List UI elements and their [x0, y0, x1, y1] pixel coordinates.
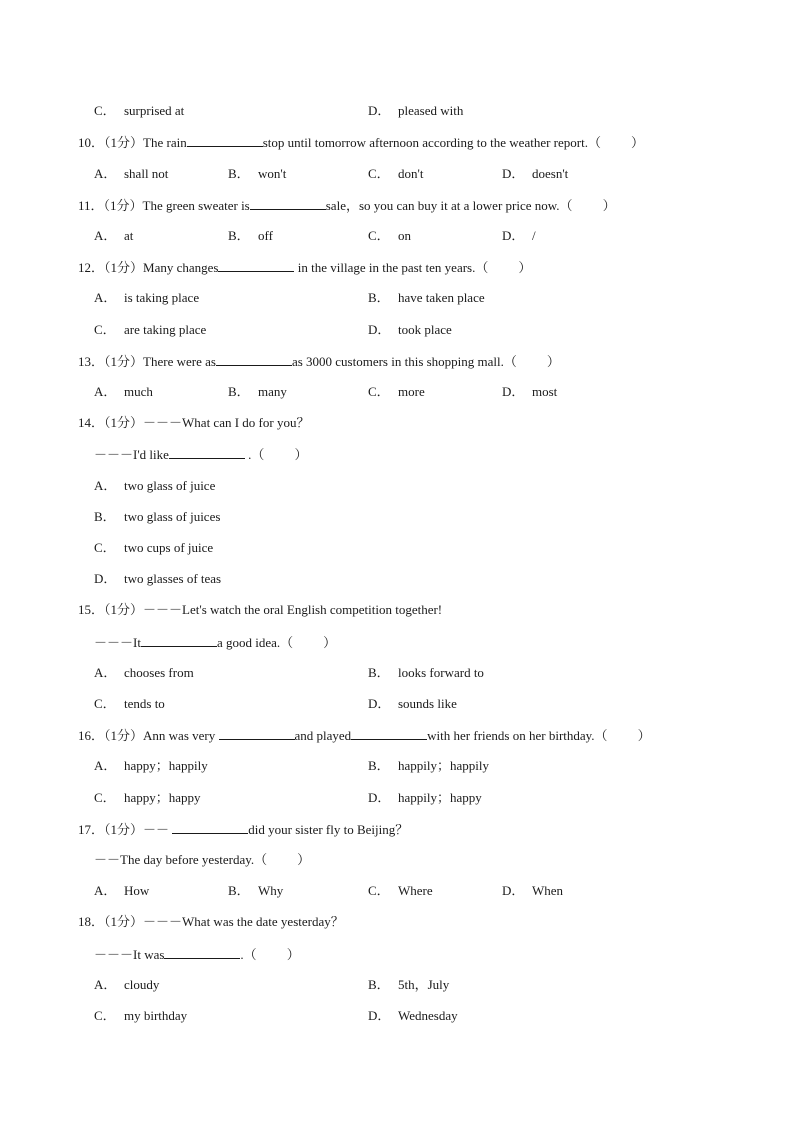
question-text-post: with her friends on her birthday.（ [427, 728, 608, 743]
option-letter: D． [368, 103, 391, 118]
question-text-score: （1分） [103, 198, 143, 213]
option-a[interactable] [94, 478, 215, 494]
question-text-num: 15． [78, 602, 105, 617]
option-letter: B． [228, 228, 250, 243]
option-text: pleased with [398, 103, 464, 118]
question-text-line1: －－－Let's watch the oral English competition together! [143, 602, 443, 617]
question-text-pre: －－ [143, 822, 170, 837]
option-text: surprised at [124, 103, 185, 118]
answer-blank-2[interactable] [351, 727, 427, 740]
option-letter: B． [368, 665, 390, 680]
option-c[interactable] [94, 103, 184, 119]
option-c[interactable] [368, 228, 411, 244]
option-letter: A． [94, 977, 117, 992]
answer-blank[interactable] [218, 259, 294, 272]
option-letter: D． [368, 790, 391, 805]
question-text-num: 10． [78, 135, 105, 150]
question-18-dialogue [94, 946, 300, 963]
option-a[interactable] [94, 290, 199, 306]
question-text-close: ） [323, 635, 337, 650]
question-text-close: ） [294, 447, 308, 462]
question-text-pre2: －－－It was [94, 947, 165, 962]
option-letter: B． [368, 290, 390, 305]
question-text-pre: Many changes [143, 260, 219, 275]
question-text-num: 13． [78, 354, 105, 369]
option-letter: D． [94, 571, 117, 586]
option-letter: B． [228, 384, 250, 399]
question-text-num: 11． [78, 198, 104, 213]
option-c[interactable] [94, 1008, 187, 1024]
answer-blank-1[interactable] [219, 727, 295, 740]
option-a[interactable] [94, 228, 133, 244]
option-letter: A． [94, 665, 117, 680]
option-text: shall not [124, 166, 169, 181]
question-text-close: ） [637, 728, 651, 743]
option-d[interactable] [502, 228, 536, 244]
question-text-post: did your sister fly to Beijing？ [248, 822, 409, 837]
option-text: most [532, 384, 558, 399]
question-12 [78, 259, 531, 276]
option-b[interactable] [368, 758, 489, 774]
option-text: won't [258, 166, 287, 181]
question-text-score: （1分） [104, 602, 144, 617]
question-text-num: 16． [78, 728, 105, 743]
option-a[interactable] [94, 384, 153, 400]
question-text-num: 14． [78, 415, 105, 430]
question-text-post: in the village in the past ten years.（ [297, 260, 489, 275]
option-c[interactable] [368, 166, 423, 182]
question-text-score: （1分） [104, 135, 144, 150]
question-text-pre: There were as [143, 354, 216, 369]
option-letter: D． [368, 322, 391, 337]
option-d[interactable] [368, 322, 452, 338]
option-d[interactable] [368, 1008, 458, 1024]
question-text-line2: －－The day before yesterday.（ [94, 852, 268, 867]
option-c[interactable] [94, 790, 201, 806]
option-letter: C． [94, 696, 116, 711]
option-letter: C． [368, 883, 390, 898]
option-letter: C． [94, 790, 116, 805]
option-a[interactable] [94, 977, 159, 993]
option-c[interactable] [368, 384, 425, 400]
question-14-dialogue [94, 446, 307, 463]
option-a[interactable] [94, 166, 168, 182]
option-text: happy；happy [124, 790, 201, 805]
option-text: chooses from [124, 665, 194, 680]
option-letter: A． [94, 384, 117, 399]
option-d[interactable] [94, 571, 221, 587]
option-b[interactable] [228, 384, 287, 400]
question-16 [78, 727, 651, 744]
question-18 [78, 914, 344, 930]
option-text: are taking place [124, 322, 207, 337]
question-17-dialogue [94, 852, 310, 868]
option-text: my birthday [124, 1008, 188, 1023]
question-13 [78, 353, 560, 370]
answer-blank[interactable] [172, 821, 248, 834]
option-a[interactable] [94, 883, 149, 899]
question-text-post: stop until tomorrow afternoon according to the weather report.（ [262, 135, 601, 150]
option-c[interactable] [94, 696, 165, 712]
question-text-pre: The rain [143, 135, 187, 150]
option-b[interactable] [228, 883, 283, 899]
option-letter: A． [94, 290, 117, 305]
option-a[interactable] [94, 758, 208, 774]
option-text: many [258, 384, 287, 399]
question-text-num: 17． [78, 822, 105, 837]
question-text-post2: a good idea.（ [216, 635, 294, 650]
option-letter: D． [502, 384, 525, 399]
question-text-close: ） [546, 354, 560, 369]
option-b[interactable] [94, 509, 220, 525]
question-text-pre: The green sweater is [142, 198, 250, 213]
question-text-score: （1分） [104, 415, 144, 430]
answer-blank[interactable] [216, 353, 292, 366]
option-text: How [124, 883, 150, 898]
question-text-post2: .（ [248, 447, 265, 462]
option-c[interactable] [94, 540, 213, 556]
option-letter: A． [94, 758, 117, 773]
option-b[interactable] [368, 665, 484, 681]
question-text-close: ） [286, 947, 300, 962]
option-text: happily；happily [398, 758, 489, 773]
option-text: tends to [124, 696, 165, 711]
question-text-post: as 3000 customers in this shopping mall.（ [291, 354, 517, 369]
option-text: two glass of juices [124, 509, 221, 524]
option-letter: D． [502, 228, 525, 243]
option-text: have taken place [398, 290, 485, 305]
option-d[interactable] [502, 384, 557, 400]
answer-blank[interactable] [164, 946, 240, 959]
option-text: two cups of juice [124, 540, 214, 555]
option-text: two glass of juice [124, 478, 216, 493]
option-letter: B． [94, 509, 116, 524]
option-letter: C． [368, 166, 390, 181]
option-letter: D． [368, 1008, 391, 1023]
option-text: on [398, 228, 411, 243]
option-d[interactable] [368, 696, 457, 712]
option-d[interactable] [502, 883, 563, 899]
question-text-num: 18． [78, 914, 105, 929]
question-text-line1: －－－What was the date yesterday？ [143, 914, 344, 929]
option-c[interactable] [94, 322, 206, 338]
question-text-score: （1分） [104, 354, 144, 369]
option-text: doesn't [532, 166, 569, 181]
option-b[interactable] [368, 290, 485, 306]
option-text: more [398, 384, 425, 399]
question-text-line1: －－－What can I do for you？ [143, 415, 310, 430]
question-11 [78, 197, 616, 214]
answer-blank[interactable] [250, 197, 326, 210]
question-15-dialogue [94, 634, 336, 651]
question-17 [78, 821, 408, 838]
question-text-close: ） [630, 135, 644, 150]
option-text: is taking place [124, 290, 200, 305]
option-c[interactable] [368, 883, 433, 899]
option-text: 5th，July [398, 977, 450, 992]
option-text: at [124, 228, 134, 243]
option-letter: D． [502, 883, 525, 898]
option-text: took place [398, 322, 452, 337]
option-letter: C． [94, 540, 116, 555]
option-text: off [258, 228, 273, 243]
option-letter: C． [368, 384, 390, 399]
option-text: happily；happy [398, 790, 482, 805]
question-text-pre2: －－－It [94, 635, 141, 650]
option-b[interactable] [228, 166, 286, 182]
question-text-close: ） [297, 852, 311, 867]
option-letter: C． [94, 103, 116, 118]
option-letter: B． [228, 883, 250, 898]
answer-blank[interactable] [169, 446, 245, 459]
option-d[interactable] [368, 790, 482, 806]
option-text: / [532, 228, 536, 243]
option-a[interactable] [94, 665, 194, 681]
question-text-post: sale，so you can buy it at a lower price now.（ [325, 198, 573, 213]
option-text: cloudy [124, 977, 160, 992]
option-text: happy；happily [124, 758, 208, 773]
option-letter: B． [228, 166, 250, 181]
question-text-pre2: －－－I'd like [94, 447, 169, 462]
option-letter: C． [94, 322, 116, 337]
option-b[interactable] [368, 977, 449, 993]
option-text: When [532, 883, 564, 898]
option-text: Where [398, 883, 433, 898]
option-letter: B． [368, 977, 390, 992]
option-text: don't [398, 166, 424, 181]
question-text-close: ） [602, 198, 616, 213]
option-text: Wednesday [398, 1008, 458, 1023]
option-letter: D． [502, 166, 525, 181]
answer-blank[interactable] [187, 134, 263, 147]
option-text: looks forward to [398, 665, 484, 680]
question-text-score: （1分） [104, 822, 144, 837]
question-14 [78, 415, 309, 431]
question-text-mid: and played [294, 728, 352, 743]
option-d[interactable] [368, 103, 463, 119]
question-10 [78, 134, 644, 151]
option-letter: C． [94, 1008, 116, 1023]
option-letter: A． [94, 228, 117, 243]
option-letter: A． [94, 166, 117, 181]
option-text: Why [258, 883, 284, 898]
option-letter: B． [368, 758, 390, 773]
question-text-pre: Ann was very [143, 728, 216, 743]
option-letter: D． [368, 696, 391, 711]
question-text-score: （1分） [104, 728, 144, 743]
question-text-post2: .（ [240, 947, 257, 962]
option-b[interactable] [228, 228, 273, 244]
question-text-close: ） [518, 260, 532, 275]
option-d[interactable] [502, 166, 568, 182]
option-letter: C． [368, 228, 390, 243]
option-letter: A． [94, 478, 117, 493]
question-text-score: （1分） [104, 914, 144, 929]
option-text: much [124, 384, 153, 399]
question-text-score: （1分） [104, 260, 144, 275]
option-text: sounds like [398, 696, 457, 711]
question-15 [78, 602, 442, 618]
option-text: two glasses of teas [124, 571, 222, 586]
answer-blank[interactable] [141, 634, 217, 647]
question-text-num: 12． [78, 260, 105, 275]
option-letter: A． [94, 883, 117, 898]
